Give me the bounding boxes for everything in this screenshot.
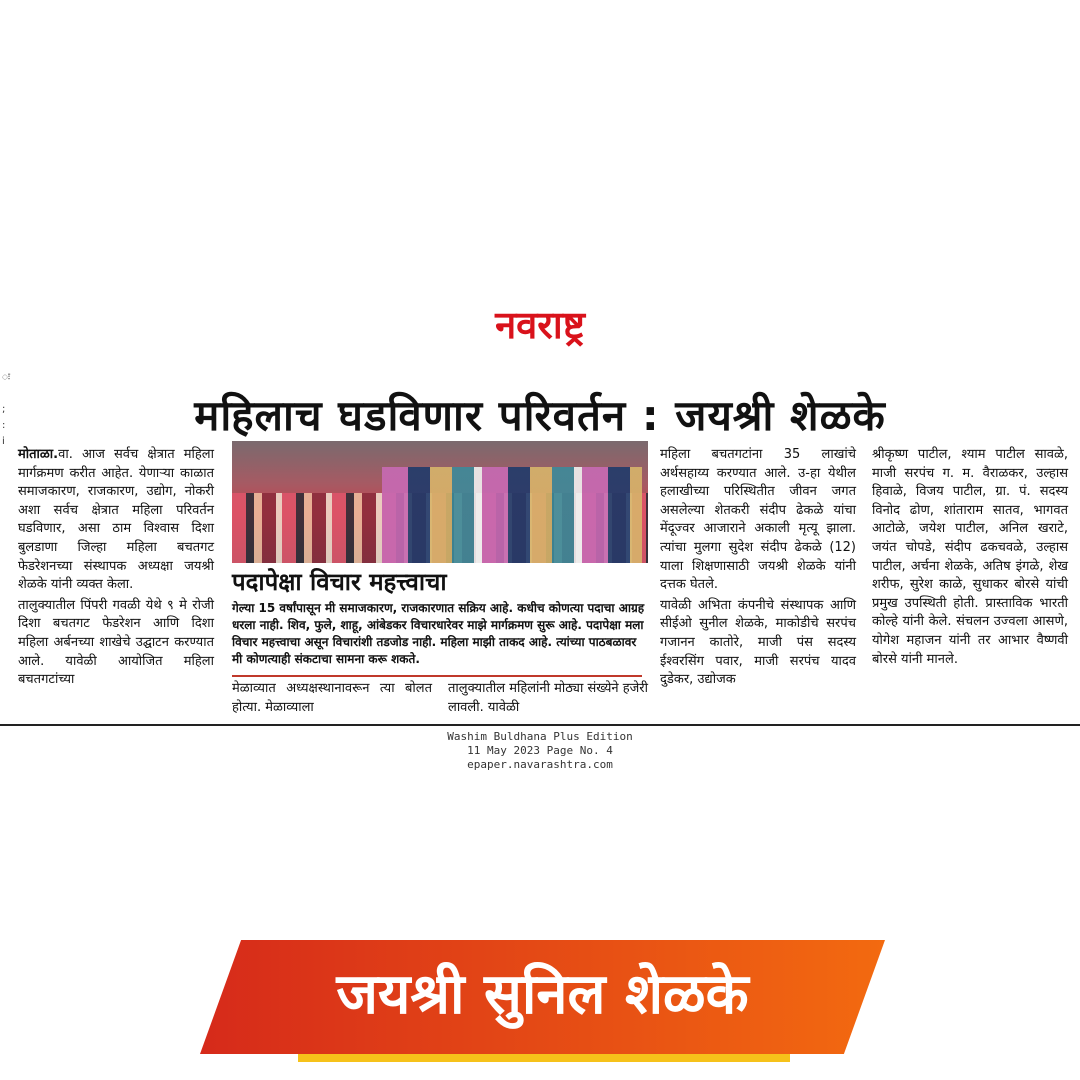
newspaper-masthead: नवराष्ट्र (495, 303, 585, 347)
article-column-1 (18, 446, 214, 692)
column-1-paragraph-2: तालुक्यातील पिंपरी गवळी येथे ९ मे रोजी दिशा बचतगट फेडरेशन आणि दिशा महिला अर्बनच्या शाखेचे उद्घाटन करण्यात आले. यावेळी आयोजित महिला बचतगटांच्या (18, 597, 214, 688)
edition-footer (0, 730, 1080, 772)
edition-name: Washim Buldhana Plus Edition (447, 730, 633, 743)
edition-website: epaper.navarashtra.com (467, 758, 613, 771)
dateline: मोताळा. (18, 447, 59, 462)
article-column-2-lower: मेळाव्यात अध्यक्षस्थानावरून त्या बोलत होत्या. मेळाव्याला (232, 681, 432, 715)
page-bottom-rule (0, 724, 1080, 726)
column-5-paragraph-1: श्रीकृष्ण पाटील, श्याम पाटील सावळे, माजी सरपंच ग. म. वैराळकर, उल्हास हिवाळे, विजय पाटील, ग्रा. पं. सदस्य विनोद ढोण, शांताराम सातव, भागवत आटोळे, जयेश पाटील, अनिल खराटे, जयंत चोपडे, संदीप ढकचवळे, उल्हास पाटील, अर्चना शेळके, अतिष इंगळे, शेख शरीफ, सुरेश काळे, सुधाकर बोरसे यांची प्रमुख उपस्थिती होती. प्रास्ताविक भारती कोल्हे यांनी केले. संचलन उज्वला आसणे, योगेश महाजन यांनी तर आभार वैष्णवी बोरसे यांनी मानले. (872, 447, 1068, 667)
quote-divider (232, 675, 642, 677)
column-1-lead-text: वा. आज सर्वच क्षेत्रात महिला मार्गक्रमण करीत आहेत. येणाऱ्या काळात समाजकारण, राजकारण, उद्योग, नोकरी अशा सर्वच क्षेत्रात महिला परिवर्तन घडविणार, असा ठाम विश्वास दिशा बुलडाणा जिल्हा महिला बचतगट फेडरेशनच्या संस्थापक अध्यक्षा जयश्री शेळके यांनी व्यक्त केला. (18, 447, 214, 593)
article-column-5 (872, 446, 1068, 671)
article-column-3-lower: तालुक्यातील महिलांनी मोठ्या संख्येने हजेरी लावली. यावेळी (448, 681, 648, 715)
name-banner-underline (298, 1054, 790, 1062)
article-photo (232, 441, 648, 563)
column-4-paragraph-2: यावेळी अभिता कंपनीचे संस्थापक आणि सीईओ सुनील शेळके, माकोडीचे सरपंच गजानन कातोरे, माजी पंस सदस्य ईश्वरसिंग पवार, माजी सरपंच यादव दुडेकर, उद्योजक (660, 597, 856, 688)
highlight-quote: गेल्या 15 वर्षांपासून मी समाजकारण, राजकारणात सक्रिय आहे. कधीच कोणत्या पदाचा आग्रह धरला नाही. शिव, फुले, शाहू, आंबेडकर विचारधारेवर माझे मार्गक्रमण सुरू आहे. पदापेक्षा मला विचार महत्त्वाचा असून विचारांशी तडजोड नाही. महिला माझी ताकद आहे. त्यांच्या पाठबळावर मी कोणत्याही संकटाचा सामना करू शकते. (232, 601, 645, 666)
edition-date-page: 11 May 2023 Page No. 4 (467, 744, 613, 757)
article-column-4 (660, 446, 856, 692)
column-4-paragraph-1: महिला बचतगटांना 35 लाखांचे अर्थसहाय्य करण्यात आले. उ-हा येथील हलाखीच्या परिस्थितीत जीवन जगत असलेल्या शेतकरी संदीप ढेकळे यांचा मेंदूज्वर आजाराने अकाली मृत्यू झाला. त्यांचा मुलगा सुदेश संदीप ढेकळे (12) याला शिक्षणासाठी जयश्री शेळके यांनी दत्तक घेतले. (660, 447, 856, 593)
article-subheading: पदापेक्षा विचार महत्त्वाचा (232, 568, 447, 596)
photo-front-row (382, 467, 642, 563)
column-1-paragraph-1 (18, 446, 214, 595)
article-headline: महिलाच घडविणार परिवर्तन : जयश्री शेळके (194, 391, 886, 440)
name-banner-text: जयश्री सुनिल शेळके (336, 962, 749, 1027)
page-edge-marks: ः ; : i (2, 372, 10, 447)
